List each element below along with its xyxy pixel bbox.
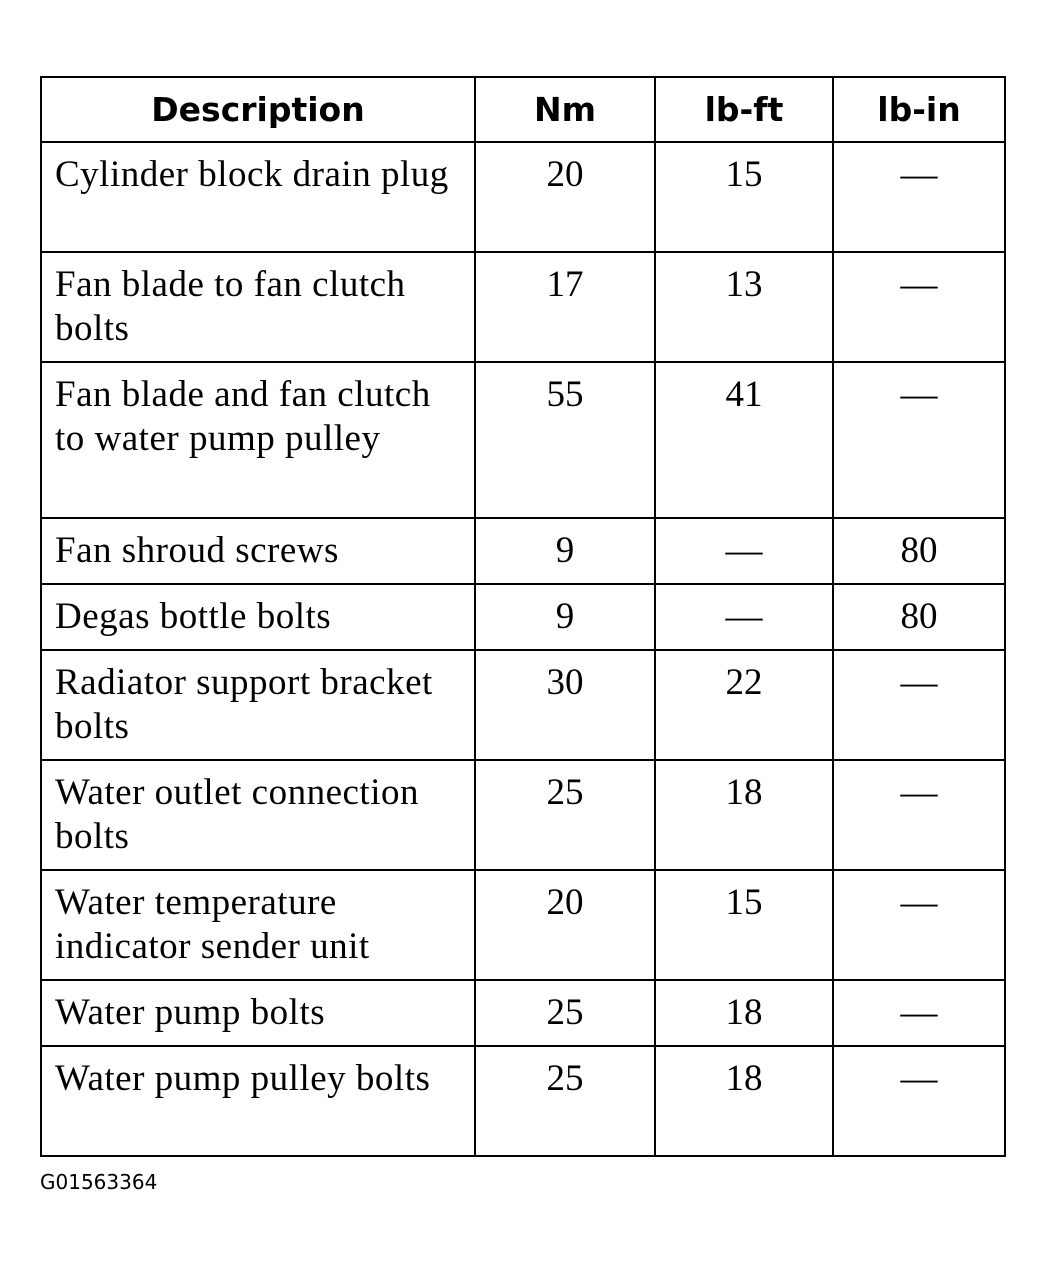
- lb-in-cell: —: [833, 760, 1005, 870]
- column-header-lb-ft: lb-ft: [655, 77, 833, 142]
- description-cell: Water temperature indicator sender unit: [41, 870, 475, 980]
- column-header-lb-in: lb-in: [833, 77, 1005, 142]
- torque-spec-table: [40, 76, 1006, 1157]
- description-cell: Water pump bolts: [41, 980, 475, 1046]
- lb-in-cell: —: [833, 362, 1005, 518]
- description-cell: Water outlet connection bolts: [41, 760, 475, 870]
- column-header-description: Description: [41, 77, 475, 142]
- nm-cell: 55: [475, 362, 655, 518]
- lb-ft-cell: —: [655, 584, 833, 650]
- nm-cell: 30: [475, 650, 655, 760]
- lb-ft-cell: 13: [655, 252, 833, 362]
- lb-in-cell: 80: [833, 518, 1005, 584]
- figure-id: G01563364: [40, 1170, 158, 1194]
- lb-in-cell: —: [833, 1046, 1005, 1156]
- lb-ft-cell: 18: [655, 980, 833, 1046]
- table-row: [41, 518, 1005, 584]
- lb-in-cell: 80: [833, 584, 1005, 650]
- table-row: [41, 252, 1005, 362]
- table-row: [41, 584, 1005, 650]
- description-cell: Radiator support bracket bolts: [41, 650, 475, 760]
- description-cell: Degas bottle bolts: [41, 584, 475, 650]
- lb-ft-cell: 22: [655, 650, 833, 760]
- lb-ft-cell: 15: [655, 142, 833, 252]
- lb-in-cell: —: [833, 142, 1005, 252]
- nm-cell: 20: [475, 870, 655, 980]
- table-row: [41, 142, 1005, 252]
- nm-cell: 9: [475, 518, 655, 584]
- table-row: [41, 980, 1005, 1046]
- description-cell: Cylinder block drain plug: [41, 142, 475, 252]
- description-cell: Fan shroud screws: [41, 518, 475, 584]
- description-cell: Fan blade and fan clutch to water pump pulley: [41, 362, 475, 518]
- lb-ft-cell: 15: [655, 870, 833, 980]
- lb-ft-cell: 18: [655, 1046, 833, 1156]
- table-row: [41, 362, 1005, 518]
- column-header-nm: Nm: [475, 77, 655, 142]
- lb-ft-cell: —: [655, 518, 833, 584]
- nm-cell: 25: [475, 980, 655, 1046]
- nm-cell: 20: [475, 142, 655, 252]
- table-row: [41, 650, 1005, 760]
- description-cell: Water pump pulley bolts: [41, 1046, 475, 1156]
- table-row: [41, 870, 1005, 980]
- lb-in-cell: —: [833, 252, 1005, 362]
- lb-in-cell: —: [833, 650, 1005, 760]
- description-cell: Fan blade to fan clutch bolts: [41, 252, 475, 362]
- nm-cell: 25: [475, 1046, 655, 1156]
- lb-in-cell: —: [833, 980, 1005, 1046]
- table-row: [41, 760, 1005, 870]
- nm-cell: 9: [475, 584, 655, 650]
- table-row: [41, 1046, 1005, 1156]
- nm-cell: 25: [475, 760, 655, 870]
- lb-ft-cell: 18: [655, 760, 833, 870]
- nm-cell: 17: [475, 252, 655, 362]
- table-header-row: [41, 77, 1005, 142]
- lb-ft-cell: 41: [655, 362, 833, 518]
- lb-in-cell: —: [833, 870, 1005, 980]
